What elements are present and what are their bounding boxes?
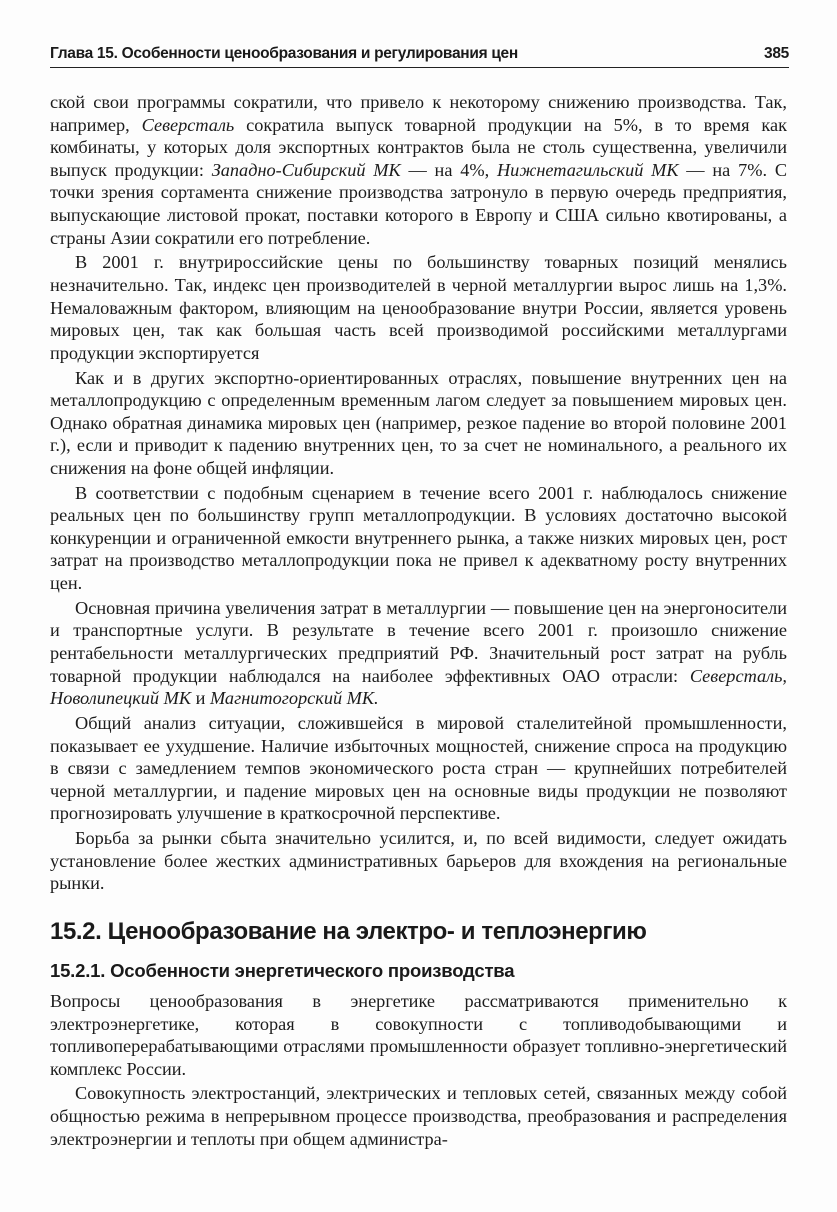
body-text bbox=[50, 91, 787, 1152]
paragraph bbox=[50, 482, 787, 595]
italic-name: Магнитогорский МК. bbox=[209, 688, 379, 709]
text-run: Как и в других экспортно-ориентированных отраслях, повышение внутренних цен на металлопродукцию с определенным временным лагом следует за повышением мировых цен. Однако обратная динамика мировых цен (например, резкое падение во второй половине 2001 г.), если и приводит к падению внутренних цен, то за счет не номинального, а реального их снижения на фоне общей инфляции. bbox=[50, 367, 787, 478]
chapter-title: Глава 15. Особенности ценообразования и регулирования цен bbox=[50, 45, 518, 62]
text-run: ской свои программы сократили, что привело к некоторому снижению производства. Так, например, bbox=[50, 92, 787, 135]
paragraph bbox=[50, 712, 787, 825]
text-run: — на 4%, bbox=[400, 159, 497, 180]
paragraph bbox=[50, 367, 787, 480]
text-run: Основная причина увеличения затрат в металлургии — повышение цен на энергоносители и транспортные услуги. В результате в течение всего 2001 г. произошло снижение рентабельности металлургических предприятий РФ. Значительный рост затрат на рубль товарной продукции наблюдался на наиболее эффективных ОАО отрасли: bbox=[50, 597, 787, 686]
text-run: и bbox=[191, 688, 210, 709]
paragraph bbox=[50, 251, 787, 364]
text-run: сократила выпуск товарной продукции на 5%, в то время как комбинаты, у которых доля экспортных контрактов была не столь существенна, увеличили выпуск продукции: bbox=[50, 114, 787, 180]
italic-name: Северсталь, Новолипецкий МК bbox=[50, 665, 787, 709]
running-head bbox=[50, 38, 789, 68]
paragraph: Вопросы ценообразования в энергетике рассматриваются применительно к электроэнергетике, которая в совокупности с топливодобывающими и топливоперерабатывающими отраслями промышленности образует топливно-энергетический комплекс России. bbox=[50, 990, 787, 1079]
paragraph bbox=[50, 91, 787, 249]
italic-name: Нижнетагильский МК bbox=[496, 159, 679, 180]
italic-name: Северсталь bbox=[141, 114, 235, 135]
paragraph: Совокупность электростанций, электрических и тепловых сетей, связанных между собой общностью режима в непрерывном процессе производства, преобразования и распределения электроэнергии и теплоты при общем администра- bbox=[50, 1083, 787, 1149]
paragraph bbox=[50, 597, 787, 710]
page-number: 385 bbox=[764, 45, 789, 62]
paragraph-list bbox=[50, 91, 787, 895]
paragraph bbox=[50, 827, 787, 895]
text-run: Общий анализ ситуации, сложившейся в мировой сталелитейной промышленности, показывает ее ухудшение. Наличие избыточных мощностей, снижение спроса на продукцию в связи с замедлением темпов экономического роста стран — крупнейших потребителей черной металлургии, и падение мировых цен на основные виды продукции не позволяют прогнозировать улучшение в краткосрочной перспективе. bbox=[50, 712, 787, 824]
text-run: — на 7%. С точки зрения сортамента снижение производства затронуло в первую очередь предприятия, выпускающие листовой прокат, поставки которого в Европу и США сильно квотированы, а страны Азии сократили его потребление. bbox=[50, 159, 788, 248]
text-run: В соответствии с подобным сценарием в течение всего 2001 г. наблюдалось снижение реальных цен по большинству групп металлопродукции. В условиях достаточно высокой конкуренции и ограниченной емкости внутреннего рынка, а также низких мировых цен, рост затрат на производство металлопродукции пока не привел к адекватному росту внутренних цен. bbox=[50, 482, 787, 594]
subsection-heading: 15.2.1. Особенности энергетического производства bbox=[50, 959, 515, 981]
italic-name: Западно-Сибирский МК bbox=[211, 159, 401, 180]
section-heading: 15.2. Ценообразование на электро- и теплоэнергию bbox=[50, 917, 647, 945]
text-run: Борьба за рынки сбыта значительно усилится, и, по всей видимости, следует ожидать установление более жестких административных барьеров для вхождения на региональные рынки. bbox=[50, 828, 787, 894]
text-run: В 2001 г. внутрироссийские цены по большинству товарных позиций менялись незначительно. Так, индекс цен производителей в черной металлургии вырос лишь на 1,3%. Немаловажным фактором, влияющим на ценообразование внутри России, является уровень мировых цен, так как большая часть всей производимой российскими металлургами продукции экспортируется bbox=[50, 252, 787, 363]
